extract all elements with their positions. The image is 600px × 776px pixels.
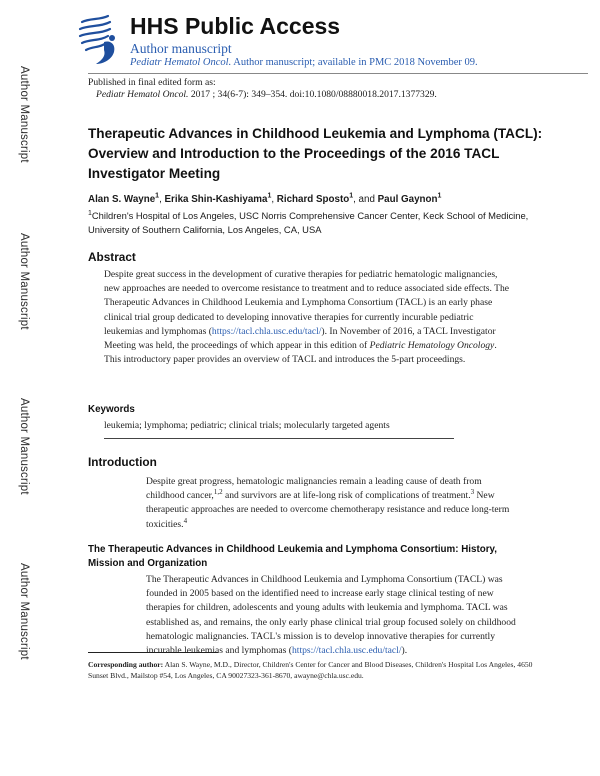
consortium-text-part: ). [401, 645, 408, 657]
keywords-text: leukemia; lymphoma; pediatric; clinical trials; molecularly targeted agents [104, 420, 390, 431]
abstract-tacl-link[interactable]: https://tacl.chla.usc.edu/tacl/ [211, 325, 322, 337]
sidebar-author-manuscript-2: Author Manuscript [18, 233, 30, 330]
consortium-paragraph [146, 573, 518, 658]
footnote-label: Corresponding author: [88, 660, 164, 669]
keywords-divider [104, 438, 454, 439]
abstract-heading: Abstract [88, 250, 136, 264]
sidebar-author-manuscript-4: Author Manuscript [18, 563, 30, 660]
published-line: Published in final edited form as: [88, 77, 216, 88]
citation-journal: Pediatr Hematol Oncol. [96, 89, 189, 100]
affiliation-text: Children's Hospital of Los Angeles, USC Norris Comprehensive Cancer Center, Keck School of Medicine, University of Southern California, Los Angeles, CA, USA [88, 210, 529, 235]
corresponding-author-footnote [88, 659, 538, 681]
author-sup: 1 [267, 192, 272, 200]
introduction-heading: Introduction [88, 455, 157, 469]
sidebar-author-manuscript-1: Author Manuscript [18, 66, 30, 163]
author-sup: 1 [437, 192, 442, 200]
consortium-heading: The Therapeutic Advances in Childhood Leukemia and Lymphoma Consortium: History, Mission and Organization [88, 544, 497, 569]
abstract-journal-name: Pediatric Hematology Oncology [369, 340, 495, 352]
author-and: , and [353, 194, 378, 205]
citation-details: 2017 ; 34(6-7): 349–354. doi:10.1080/08880018.2017.1377329. [188, 89, 437, 100]
author-name: Paul Gaynon [377, 194, 438, 205]
citation-line [96, 89, 437, 101]
hhs-eagle-logo-icon [74, 12, 122, 68]
author-sup: 1 [349, 192, 354, 200]
sidebar-author-manuscript-3: Author Manuscript [18, 398, 30, 495]
intro-text-part: and survivors are at life-long risk of complications of treatment. [222, 490, 471, 502]
author-name: Richard Sposto [276, 194, 350, 205]
citation-sup: 1,2 [213, 488, 223, 497]
affiliation-sup: 1 [88, 209, 92, 217]
citation-sup: 3 [470, 488, 475, 497]
introduction-paragraph [146, 475, 514, 532]
keywords-heading: Keywords [88, 404, 135, 415]
article-title: Therapeutic Advances in Childhood Leukemia and Lymphoma (TACL): Overview and Introduction to the Proceedings of the 2016 TACL Investigator Meeting [88, 126, 543, 181]
author-sup: 1 [155, 192, 160, 200]
abstract-text-part: Despite great success in the development of curative therapies for pediatric hematologic malignancies, new approaches are needed to overcome resistance to treatment and to reduce associated side effects. The Therapeutic Advances in Childhood Leukemia and Lymphoma Consortium (TACL) is an early phase clinical trial group dedicated to developing innovative therapies for currently incurable pediatric leukemias and lymphomas ( [104, 269, 510, 337]
author-list [88, 194, 441, 205]
author-separator: , [159, 194, 165, 205]
author-separator: , [271, 194, 277, 205]
abstract-text [104, 268, 512, 367]
abstract-text-part: ). In November of 2016, a TACL Investigator Meeting was held, the proceedings of which appear in this edition of [104, 325, 496, 352]
footnote-divider [88, 652, 218, 653]
affiliation [88, 209, 558, 237]
header-title: HHS Public Access [130, 13, 341, 39]
intro-text-part: New therapeutic approaches are needed to overcome chemotherapy resistance and reduce long-term toxicities. [146, 490, 510, 530]
header-journal-name: Pediatr Hematol Oncol. [130, 57, 232, 68]
intro-text-part: Despite great progress, hematologic malignancies remain a leading cause of death from childhood cancer, [146, 476, 482, 502]
header-divider [88, 73, 588, 74]
footnote-text: Alan S. Wayne, M.D., Director, Children's Center for Cancer and Blood Diseases, Children's Hospital Los Angeles, 4650 Sunset Blvd., Mailstop #54, Los Angeles, CA 90027323-361-8670, awayne@chla.usc.edu. [88, 660, 533, 680]
header-subtitle: Author manuscript [130, 41, 232, 56]
abstract-text-part: . This introductory paper provides an overview of TACL and introduces the 5-part proceedings. [104, 340, 497, 366]
consortium-tacl-link[interactable]: https://tacl.chla.usc.edu/tacl/ [292, 645, 402, 657]
header-journal-line [130, 57, 478, 68]
consortium-text-part: The Therapeutic Advances in Childhood Leukemia and Lymphoma Consortium (TACL) was founded in 2005 based on the identified need to increase early stage clinical testing of new therapies for children, adolescents and young adults with leukemia and lymphoma. TACL was established as, and remains, the only early phase clinical trial group focused solely on childhood hematologic malignancies. TACL's mission is to develop innovative therapies for currently incurable leukemias and lymphomas ( [146, 574, 516, 657]
author-name: Alan S. Wayne [88, 194, 156, 205]
header-availability: Author manuscript; available in PMC 2018 November 09. [231, 57, 478, 68]
citation-sup: 4 [183, 516, 188, 525]
author-name: Erika Shin-Kashiyama [164, 194, 268, 205]
